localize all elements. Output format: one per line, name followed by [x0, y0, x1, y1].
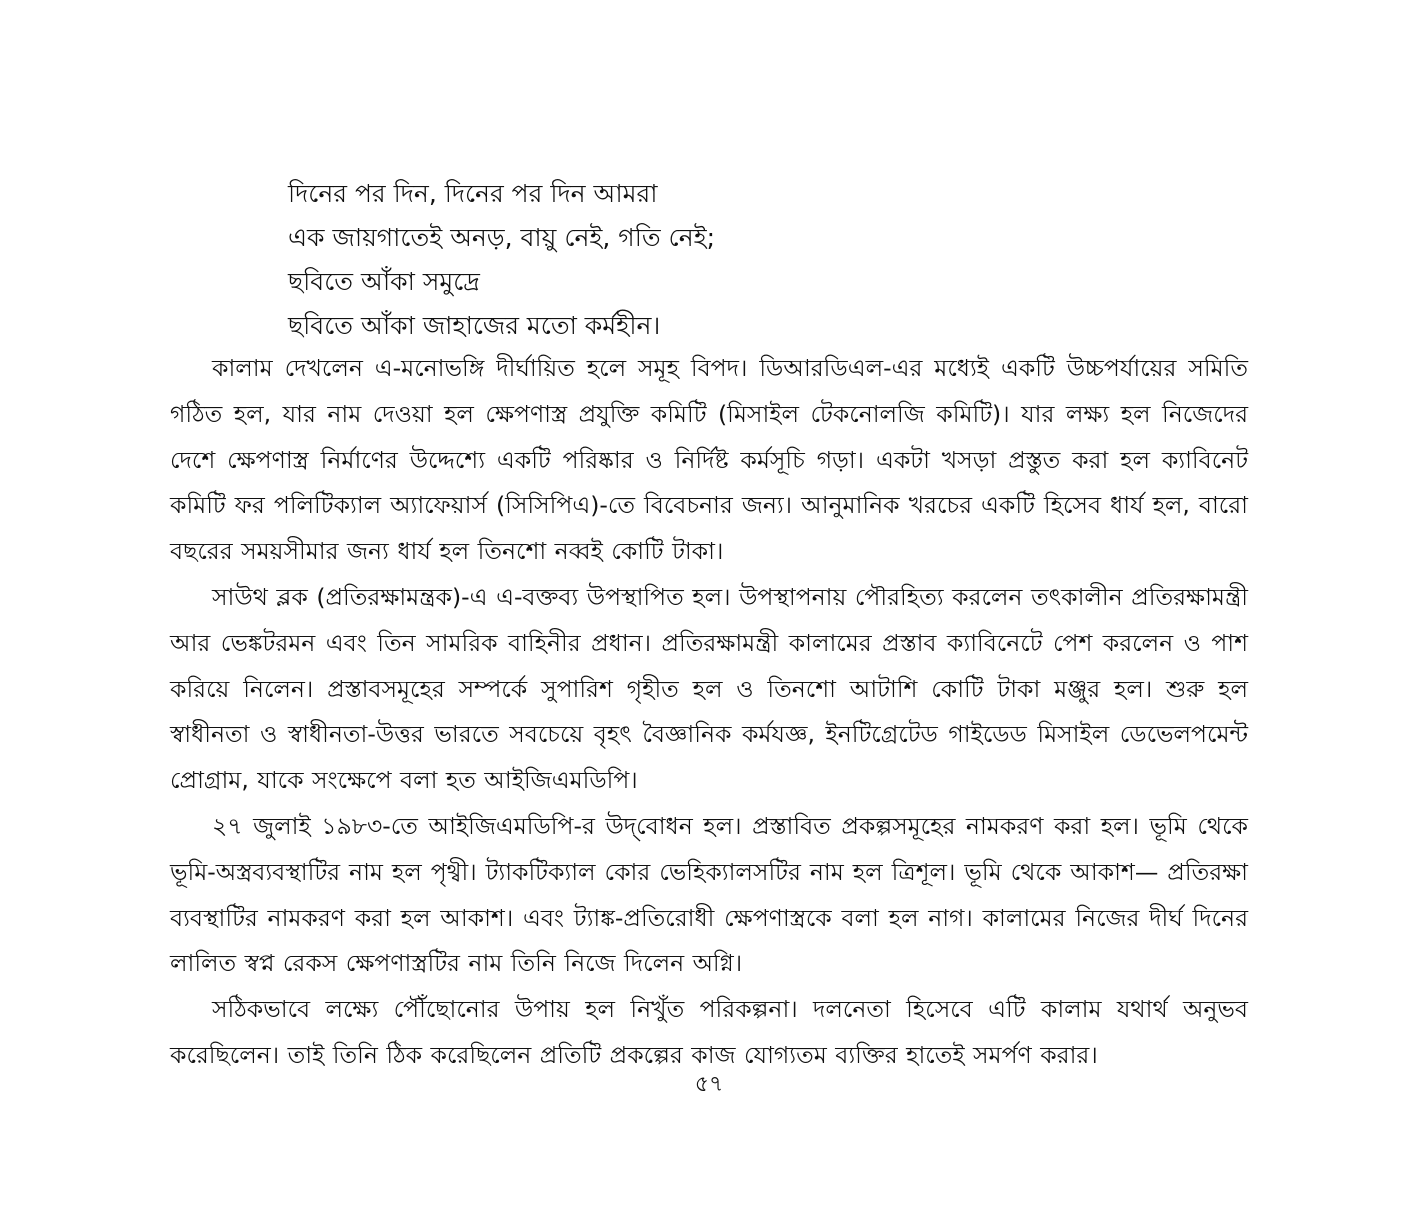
paragraph: সাউথ ব্লক (প্রতিরক্ষামন্ত্রক)-এ এ-বক্তব্য উপস্থাপিত হল। উপস্থাপনায় পৌরহিত্য করলেন তৎকালীন প্রতিরক্ষামন্ত্রী আর ভেঙ্কটরমন এবং তিন সামরিক বাহিনীর প্রধান। প্রতিরক্ষামন্ত্রী কালামের প্রস্তাব ক্যাবিনেটে পেশ করলেন ও পাশ করিয়ে নিলেন। প্রস্তাবসমূহের সম্পর্কে সুপারিশ গৃহীত হল ও তিনশো আটাশি কোটি টাকা মঞ্জুর হল। শুরু হল স্বাধীনতা ও স্বাধীনতা-উত্তর ভারতে সবচেয়ে বৃহৎ বৈজ্ঞানিক কর্মযজ্ঞ, ইনটিগ্রেটেড গাইডেড মিসাইল ডেভেলপমেন্ট প্রোগ্রাম, যাকে সংক্ষেপে বলা হত আইজিএমডিপি।: [170, 582, 1248, 795]
page-number: ৫৭: [694, 1072, 724, 1097]
paragraph: সঠিকভাবে লক্ষ্যে পৌঁছোনোর উপায় হল নিখুঁত পরিকল্পনা। দলনেতা হিসেবে এটি কালাম যথার্থ অনুভব করেছিলেন। তাই তিনি ঠিক করেছিলেন প্রতিটি প্রকল্পের কাজ যোগ্যতম ব্যক্তির হাতেই সমর্পণ করার।: [170, 995, 1248, 1069]
poem-line: ছবিতে আঁকা সমুদ্রে: [288, 267, 480, 296]
paragraph: কালাম দেখলেন এ-মনোভঙ্গি দীর্ঘায়িত হলে সমূহ বিপদ। ডিআরডিএল-এর মধ্যেই একটি উচ্চপর্যায়ের সমিতি গঠিত হল, যার নাম দেওয়া হল ক্ষেপণাস্ত্র প্রযুক্তি কমিটি (মিসাইল টেকনোলজি কমিটি)। যার লক্ষ্য হল নিজেদের দেশে ক্ষেপণাস্ত্র নির্মাণের উদ্দেশ্যে একটি পরিষ্কার ও নির্দিষ্ট কর্মসূচি গড়া। একটা খসড়া প্রস্তুত করা হল ক্যাবিনেট কমিটি ফর পলিটিক্যাল অ্যাফেয়ার্স (সিসিপিএ)-তে বিবেচনার জন্য। আনুমানিক খরচের একটি হিসেব ধার্য হল, বারো বছরের সময়সীমার জন্য ধার্য হল তিনশো নব্বই কোটি টাকা।: [170, 354, 1248, 566]
body-text: [170, 346, 1248, 1079]
poem-line: দিনের পর দিন, দিনের পর দিন আমরা: [288, 179, 658, 208]
poem-line: এক জায়গাতেই অনড়, বায়ু নেই, গতি নেই;: [288, 223, 716, 252]
poem-line: ছবিতে আঁকা জাহাজের মতো কর্মহীন।: [288, 311, 661, 340]
paragraph: ২৭ জুলাই ১৯৮৩-তে আইজিএমডিপি-র উদ্‌বোধন হল। প্রস্তাবিত প্রকল্পসমূহের নামকরণ করা হল। ভূমি থেকে ভূমি-অস্ত্রব্যবস্থাটির নাম হল পৃথ্বী। ট্যাকটিক্যাল কোর ভেহিক্যালসটির নাম হল ত্রিশূল। ভূমি থেকে আকাশ— প্রতিরক্ষা ব্যবস্থাটির নামকরণ করা হল আকাশ। এবং ট্যাঙ্ক-প্রতিরোধী ক্ষেপণাস্ত্রকে বলা হল নাগ। কালামের নিজের দীর্ঘ দিনের লালিত স্বপ্ন রেকস ক্ষেপণাস্ত্রটির নাম তিনি নিজে দিলেন অগ্নি।: [170, 811, 1248, 978]
poem-block: [288, 172, 1188, 348]
